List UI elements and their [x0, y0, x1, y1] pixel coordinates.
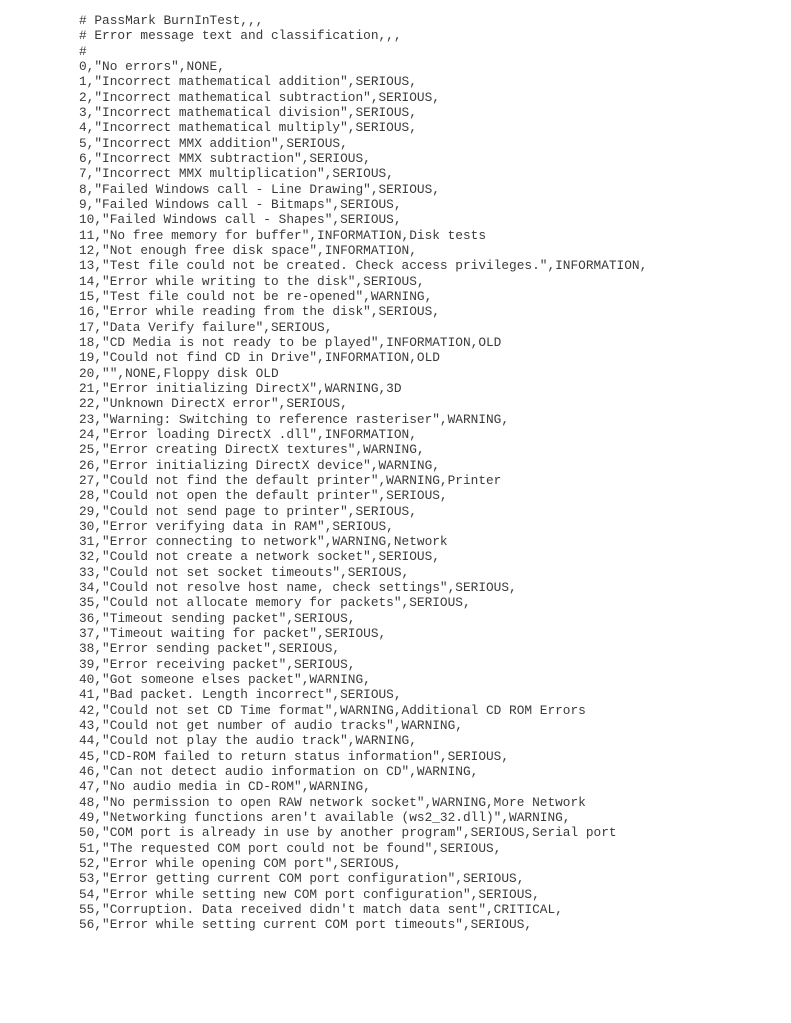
document-line: 18,"CD Media is not ready to be played",INFORMATION,OLD	[79, 334, 502, 350]
document-line: 32,"Could not create a network socket",SERIOUS,	[79, 549, 440, 565]
document-line: 29,"Could not send page to printer",SERIOUS,	[79, 503, 417, 519]
document-line: 20,"",NONE,Floppy disk OLD	[79, 365, 279, 381]
document-line: 14,"Error while writing to the disk",SERIOUS,	[79, 273, 425, 289]
document-line: # Error message text and classification,,,	[79, 28, 402, 44]
document-line: 40,"Got someone elses packet",WARNING,	[79, 672, 371, 688]
document-line: 41,"Bad packet. Length incorrect",SERIOUS,	[79, 687, 402, 703]
document-line: 39,"Error receiving packet",SERIOUS,	[79, 656, 356, 672]
document-line: 8,"Failed Windows call - Line Drawing",SERIOUS,	[79, 181, 440, 197]
document-line: 43,"Could not get number of audio tracks",WARNING,	[79, 718, 463, 734]
document-line: 5,"Incorrect MMX addition",SERIOUS,	[79, 135, 348, 151]
document-line: 27,"Could not find the default printer",WARNING,Printer	[79, 472, 502, 488]
document-line: 49,"Networking functions aren't available (ws2_32.dll)",WARNING,	[79, 810, 571, 826]
document-line: 54,"Error while setting new COM port configuration",SERIOUS,	[79, 886, 540, 902]
document-line: 46,"Can not detect audio information on CD",WARNING,	[79, 764, 479, 780]
document-line: 55,"Corruption. Data received didn't match data sent",CRITICAL,	[79, 902, 563, 918]
document-line: 30,"Error verifying data in RAM",SERIOUS,	[79, 518, 394, 534]
document-line: 0,"No errors",NONE,	[79, 58, 225, 74]
document-line: 12,"Not enough free disk space",INFORMATION,	[79, 242, 417, 258]
document-line: 3,"Incorrect mathematical division",SERIOUS,	[79, 104, 417, 120]
document-line: 4,"Incorrect mathematical multiply",SERIOUS,	[79, 120, 417, 136]
document-line: 33,"Could not set socket timeouts",SERIOUS,	[79, 564, 410, 580]
document-line: 50,"COM port is already in use by another program",SERIOUS,Serial port	[79, 825, 617, 841]
document-line: 24,"Error loading DirectX .dll",INFORMATION,	[79, 426, 417, 442]
document-line: 6,"Incorrect MMX subtraction",SERIOUS,	[79, 150, 371, 166]
document-line: 7,"Incorrect MMX multiplication",SERIOUS,	[79, 166, 394, 182]
document-line: 34,"Could not resolve host name, check settings",SERIOUS,	[79, 580, 517, 596]
document-line: 22,"Unknown DirectX error",SERIOUS,	[79, 396, 348, 412]
document-line: 17,"Data Verify failure",SERIOUS,	[79, 319, 333, 335]
document-line: 2,"Incorrect mathematical subtraction",SERIOUS,	[79, 89, 440, 105]
document-line: 19,"Could not find CD in Drive",INFORMATION,OLD	[79, 350, 440, 366]
document-line: 38,"Error sending packet",SERIOUS,	[79, 641, 341, 657]
document-line: 36,"Timeout sending packet",SERIOUS,	[79, 610, 356, 626]
document-line: 48,"No permission to open RAW network socket",WARNING,More Network	[79, 794, 586, 810]
document-line: # PassMark BurnInTest,,,	[79, 13, 264, 28]
document-line: 16,"Error while reading from the disk",SERIOUS,	[79, 304, 440, 320]
document-line: 56,"Error while setting current COM port timeouts",SERIOUS,	[79, 917, 533, 933]
csv-document	[79, 13, 647, 933]
document-line: 52,"Error while opening COM port",SERIOUS,	[79, 856, 402, 872]
document-line: 9,"Failed Windows call - Bitmaps",SERIOUS,	[79, 196, 402, 212]
document-line: 10,"Failed Windows call - Shapes",SERIOUS,	[79, 212, 402, 228]
document-line: 37,"Timeout waiting for packet",SERIOUS,	[79, 626, 387, 642]
document-line: 11,"No free memory for buffer",INFORMATION,Disk tests	[79, 227, 487, 243]
document-line: 26,"Error initializing DirectX device",WARNING,	[79, 457, 440, 473]
document-line: 42,"Could not set CD Time format",WARNING,Additional CD ROM Errors	[79, 702, 586, 718]
document-line: 1,"Incorrect mathematical addition",SERIOUS,	[79, 74, 417, 90]
document-line: 28,"Could not open the default printer",SERIOUS,	[79, 488, 448, 504]
document-line: 53,"Error getting current COM port configuration",SERIOUS,	[79, 871, 525, 887]
document-line: 47,"No audio media in CD-ROM",WARNING,	[79, 779, 371, 795]
document-line: 21,"Error initializing DirectX",WARNING,3D	[79, 380, 402, 396]
document-line: 23,"Warning: Switching to reference rasteriser",WARNING,	[79, 411, 510, 427]
document-line: 15,"Test file could not be re-opened",WARNING,	[79, 288, 433, 304]
document-line: 31,"Error connecting to network",WARNING,Network	[79, 534, 448, 550]
document-line: 25,"Error creating DirectX textures",WARNING,	[79, 442, 425, 458]
document-line: 45,"CD-ROM failed to return status information",SERIOUS,	[79, 748, 510, 764]
document-line: 44,"Could not play the audio track",WARNING,	[79, 733, 417, 749]
document-line: #	[79, 43, 87, 59]
document-line: 35,"Could not allocate memory for packets",SERIOUS,	[79, 595, 471, 611]
document-line: 51,"The requested COM port could not be found",SERIOUS,	[79, 840, 502, 856]
document-line: 13,"Test file could not be created. Check access privileges.",INFORMATION,	[79, 258, 648, 274]
